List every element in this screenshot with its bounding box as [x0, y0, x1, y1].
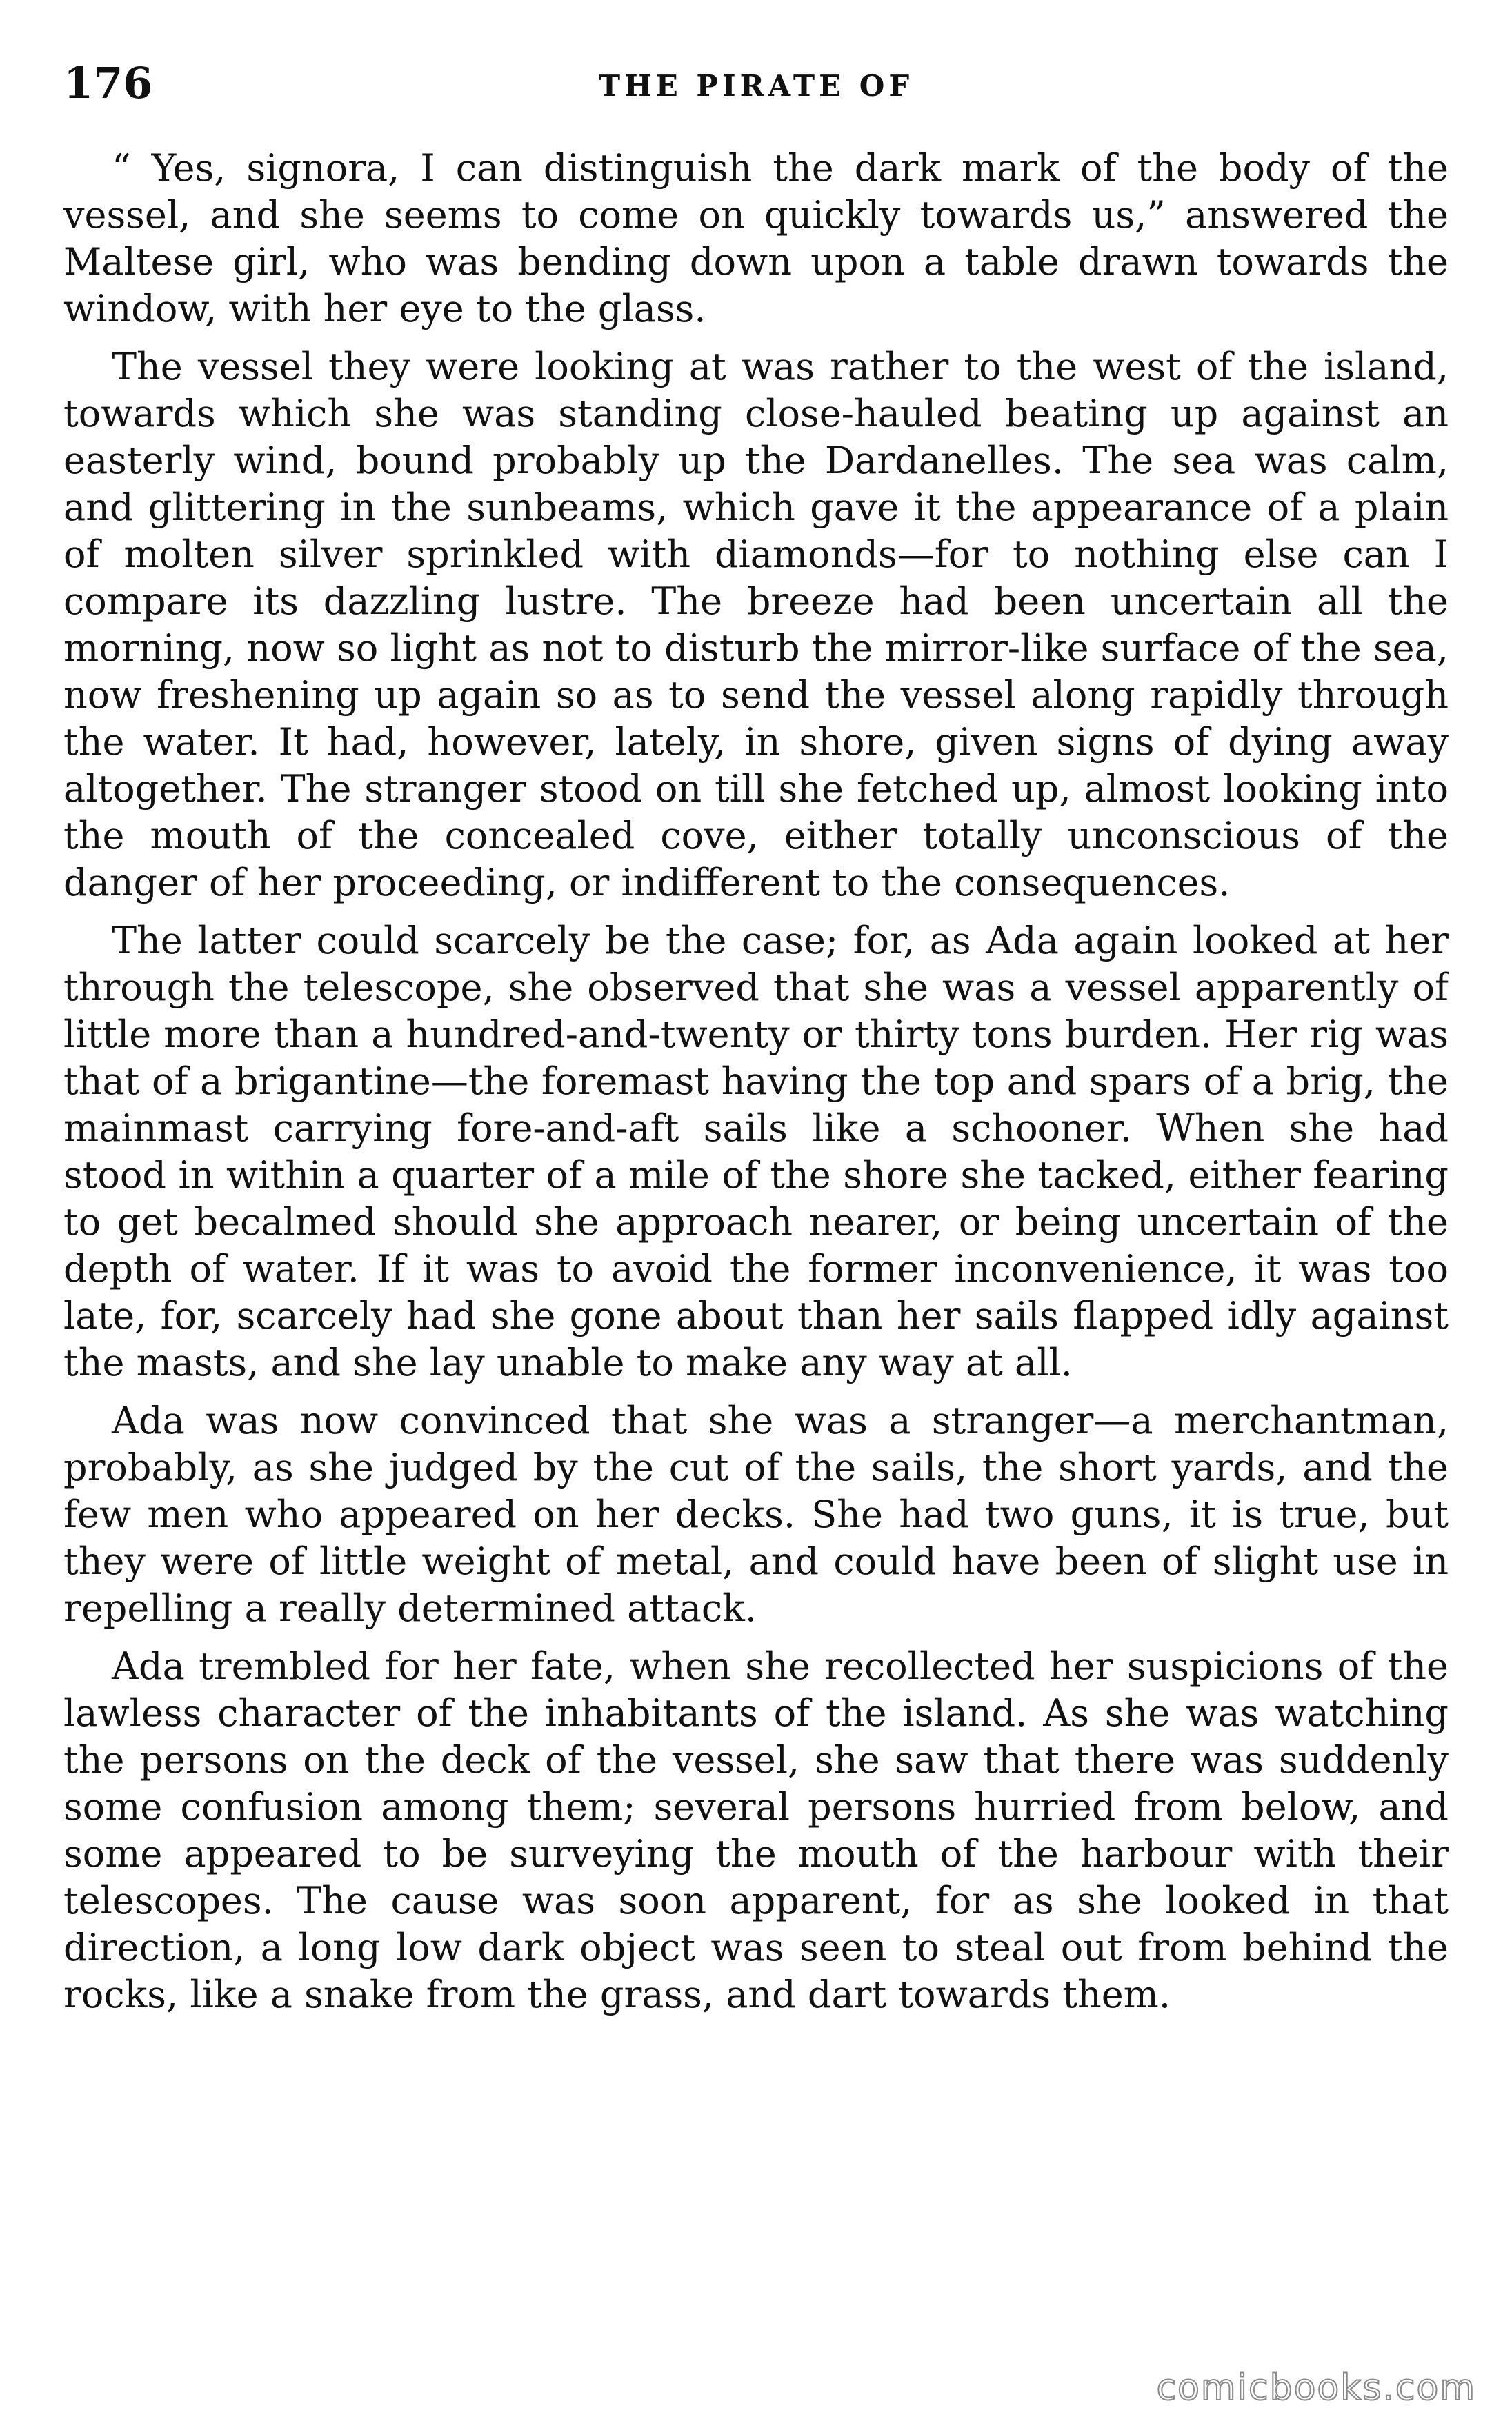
paragraph: Ada was now convinced that she was a stranger—a merchantman, probably, as she judged by the cut of the sails, the short yards, and the few men who appeared on her decks. She had two guns, it is true, but they were of little weight of metal, and could have been of slight use in repelling a really determined attack.: [63, 1399, 1449, 1630]
watermark: comicbooks.com: [1156, 2367, 1476, 2409]
page-body: [63, 145, 1449, 2297]
paragraph: The latter could scarcely be the case; for, as Ada again looked at her through the telescope, she observed that she was a vessel apparently of little more than a hundred-and-twenty or thirty tons burden. Her rig was that of a brigantine—the foremast having the top and spars of a brig, the mainmast carrying fore-and-aft sails like a schooner. When she had stood in within a quarter of a mile of the shore she tacked, either fearing to get becalmed should she approach nearer, or being uncertain of the depth of water. If it was to avoid the former inconvenience, it was too late, for, scarcely had she gone about than her sails flapped idly against the masts, and she lay unable to make any way at all.: [63, 919, 1449, 1384]
paragraph: “ Yes, signora, I can distinguish the dark mark of the body of the vessel, and she seems to come on quickly towards us,” answered the Maltese girl, who was bending down upon a table drawn towards the window, with her eye to the glass.: [63, 146, 1449, 330]
paragraph: The vessel they were looking at was rather to the west of the island, towards which she was standing close-hauled beating up against an easterly wind, bound probably up the Dardanelles. The sea was calm, and glittering in the sunbeams, which gave it the appearance of a plain of molten silver sprinkled with diamonds—for to nothing else can I compare its dazzling lustre. The breeze had been uncertain all the morning, now so light as not to disturb the mirror-like surface of the sea, now freshening up again so as to send the vessel along rapidly through the water. It had, however, lately, in shore, given signs of dying away altogether. The stranger stood on till she fetched up, almost looking into the mouth of the concealed cove, either totally unconscious of the danger of her proceeding, or indifferent to the consequences.: [63, 345, 1449, 904]
page-header: [63, 58, 1449, 131]
paragraph: Ada trembled for her fate, when she recollected her suspicions of the lawless character of the inhabitants of the island. As she was watching the persons on the deck of the vessel, she saw that there was suddenly some confusion among them; several persons hurried from below, and some appeared to be surveying the mouth of the harbour with their telescopes. The cause was soon apparent, for as she looked in that direction, a long low dark object was seen to steal out from behind the rocks, like a snake from the grass, and dart towards them.: [63, 1644, 1449, 2016]
page-number: 176: [63, 58, 153, 108]
running-title: THE PIRATE OF: [598, 69, 914, 103]
